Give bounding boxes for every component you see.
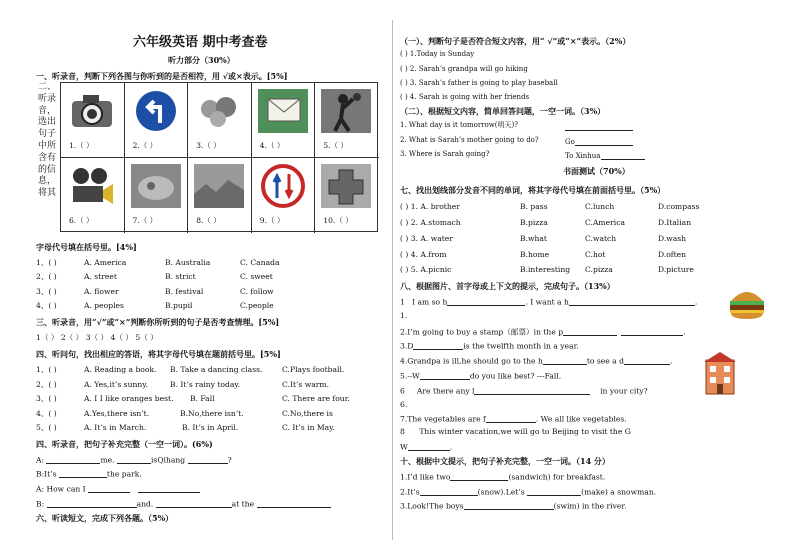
q8-item-4: 4.Grandpa is ill,he should go to the h to see a d .	[400, 356, 673, 366]
q9-item-2: 2.It’s (snow).Let’s (make) a snowman.	[400, 487, 657, 497]
picture-label-3: 3.（ ）	[196, 141, 221, 150]
picture-label-1: 1.（ ）	[69, 141, 94, 150]
envelope-icon	[258, 89, 308, 133]
q4-option-b: B.No,there isn’t.	[180, 409, 244, 418]
q2-option-c: C. Canada	[240, 258, 280, 267]
q2-option-b: B. strict	[165, 272, 196, 281]
picture-cell-5	[315, 83, 379, 158]
hospital-cross-icon	[321, 164, 371, 208]
answer-blank	[565, 122, 633, 131]
picture-label-6: 6.（ ）	[69, 216, 94, 225]
reading-q2-instruction: （二）、根据短文内容，简单回答问题，一空一词。（3%）	[400, 106, 606, 116]
q7-instruction: 七、找出划线部分发音不同的单词，将其字母代号填在前面括号里。（5%）	[400, 185, 666, 195]
q8-item-3: 3.D is the twelfth month in a year.	[400, 341, 579, 351]
q3-answer-slots: 1（ ） 2（ ） 3（ ） 4（ ） 5（ ）	[36, 333, 158, 342]
q5-line-3: A: How can I	[36, 484, 200, 493]
q5-line-2: B:It’s the park.	[36, 469, 142, 479]
q8-instruction: 八、根据图片、首字母或上下文的提示，完成句子。（13%）	[400, 281, 615, 291]
q6-instruction: 六、听读短文，完成下列各题。（5%）	[36, 513, 174, 523]
q9-item-3: 3.Look!The boys (swim) in the river.	[400, 501, 627, 511]
q2-instruction-tail: 字母代号填在括号里。[4%]	[36, 242, 137, 252]
food-icon	[131, 164, 181, 208]
q2-option-c: C. follow	[240, 287, 274, 296]
school-building-icon	[700, 350, 740, 396]
q8-item-1-cont: 1.	[400, 311, 408, 320]
q8-item-5: 5.--W do you like best? ---Fall.	[400, 371, 562, 381]
q4-option-b: B. It’s rainy today.	[170, 380, 241, 389]
q4-item-number: 2、( )	[36, 380, 57, 389]
q4-option-c: C.No,there is	[282, 409, 333, 418]
q9-instruction: 十、根据中文提示，把句子补充完整，一空一词。（14 分）	[400, 456, 610, 466]
picture-grid	[60, 82, 378, 232]
q4-option-c: C. There are four.	[282, 394, 350, 403]
q4-option-a: A. It’s in March.	[84, 423, 147, 432]
q2-item-number: 1、( )	[36, 258, 57, 267]
q8-item-6-cont: 6.	[400, 400, 408, 409]
q4-item-number: 3、( )	[36, 394, 57, 403]
hamburger-icon	[727, 285, 767, 321]
q8-item-8: 8 This winter vacation,we will go to Beijing to visit the G	[400, 427, 631, 436]
picture-cell-3	[188, 83, 252, 158]
q2-item-number: 4、( )	[36, 301, 57, 310]
q4-option-b: B. Take a dancing class.	[170, 365, 263, 374]
right-column: （一）、判断句子是否符合短文内容，用“ √”或“×”表示。（2%） ( ) 1.Today is Sunday ( ) 2. Sarah’s grandpa will go hiking ( ) 3. Sarah’s father is going to play baseball ( ) 4. Sarah is going with her friends （二）、根据短文内容，简单回答问题，一空一词。（3%） 1. What day is it tomorrow(明天)? 2. What is Sarah’s mother going to do? Go 3. Where is Sarah going? To Xinhua 书面测试（70%） 七、找出划线部分发音不同的单词，将其字母代号填在前面括号里。（5%） ( ) 1. A. brother B. pass C.lunch D.compass ( ) 2. A.stomach B.pizza C.America D.Italian ( ) 3. A. water B.what C.watch D.wash ( ) 4. A.from B.home C.hot D.often ( ) 5. A.picnic B.interesting C.pizza D.picture 八、根据图片、首字母或上下文的提示，完成句子。（13%） 1 I am so h . I want a h . 1. 2.I’m going to buy a stamp（邮票）in the p . 3.D is the twelfth month in a year. 4.Grandpa is ill,he should go to the h to see a d . 5.--W do you like best? ---Fall. 6 Are there any l in your city? 6. 7.The vegetables are f . We all like vegetables. 8 This winter vacation,we will go to Beijing to visit the G W . 十、根据中文提示，把句子补充完整，一空一词。（14 分） 1.I’d like two (sandwich) for breakfast. 2.It’s (snow).Let’s (make) a snowman. 3.Look!The boys (swim) in the river.	[400, 36, 700, 511]
reading-q1-item: ( ) 1.Today is Sunday	[400, 50, 475, 58]
left-column	[0, 0, 392, 550]
q8-item-8-cont: W .	[400, 442, 453, 452]
q4-instruction: 四、听问句，找出相应的答语，将其字母代号填在题前括号里。[5%]	[36, 349, 281, 359]
q4-option-c: C.It’s warm.	[282, 380, 330, 389]
q4-item-number: 1、( )	[36, 365, 57, 374]
picture-cell-6	[61, 158, 125, 233]
picture-cell-4	[252, 83, 316, 158]
picture-label-7: 7.（ ）	[132, 216, 158, 225]
q4-option-b: B. It’s in April.	[182, 423, 239, 432]
q4-option-b: B. Fall	[190, 394, 215, 403]
q2-option-a: A. flower	[84, 287, 119, 296]
picture-label-10: 10.（ ）	[323, 216, 353, 225]
q2-option-b: B. festival	[165, 287, 204, 296]
picture-label-4: 4.（ ）	[259, 141, 285, 150]
reading-q1-item: ( ) 4. Sarah is going with her friends	[400, 93, 530, 101]
exam-title: 六年级英语 期中考查卷	[133, 35, 268, 50]
rubble-icon	[194, 164, 244, 208]
written-section-title: 书面测试（70%）	[563, 166, 630, 176]
q4-option-c: C.Plays football.	[282, 365, 345, 374]
turn-left-sign-icon	[131, 89, 181, 133]
reading-q2-item-3: 3. Where is Sarah going?	[400, 150, 490, 158]
picture-label-2: 2.（ ）	[132, 141, 158, 150]
reading-q2-item-1: 1. What day is it tomorrow(明天)?	[400, 121, 518, 129]
q2-option-c: C. sweet	[240, 272, 273, 281]
q2-option-a: A. peoples	[84, 301, 124, 310]
q8-item-7: 7.The vegetables are f . We all like vegetables.	[400, 414, 627, 424]
picture-cell-7	[125, 158, 189, 233]
q1-instruction: 一、听录音，判断下列各图与你听到的是否相符，用 √或×表示。[5%]	[36, 71, 288, 81]
q4-item-number: 4、( )	[36, 409, 57, 418]
picture-label-8: 8.（ ）	[196, 216, 221, 225]
q2-option-a: A. street	[84, 272, 117, 281]
picture-cell-1	[61, 83, 125, 158]
picture-label-9: 9.（ ）	[259, 216, 285, 225]
q4-option-a: A. I I like oranges best.	[84, 394, 174, 403]
q5-instruction: 四、听录音，把句子补充完整（一空一词）。(6%)	[36, 439, 213, 449]
reading-q1-instruction: （一）、判断句子是否符合短文内容，用“ √”或“×”表示。（2%）	[400, 36, 631, 46]
picture-cell-10	[315, 158, 379, 233]
q4-option-a: A. Yes,it’s sunny.	[84, 380, 148, 389]
q2-option-b: B. Australia	[165, 258, 211, 267]
oranges-icon	[194, 89, 244, 133]
q3-instruction: 三、听录音，用“√”或“×”判断你所听到的句子是否考查情理。[5%]	[36, 317, 280, 327]
reading-q1-item: ( ) 2. Sarah’s grandpa will go hiking	[400, 65, 528, 73]
reading-q2-item-2: 2. What is Sarah’s mother going to do?	[400, 136, 539, 144]
picture-cell-9	[252, 158, 316, 233]
reading-q1-item: ( ) 3. Sarah’s father is going to play baseball	[400, 79, 558, 87]
no-overtaking-sign-icon	[258, 164, 308, 208]
q4-item-number: 5、( )	[36, 423, 57, 432]
camera-icon	[67, 89, 117, 133]
q2-option-b: B.pupil	[165, 301, 193, 310]
q8-item-2: 2.I’m going to buy a stamp（邮票）in the p .	[400, 327, 686, 337]
movie-camera-icon	[67, 164, 117, 208]
q2-item-number: 3、( )	[36, 287, 57, 296]
q8-item-6: 6 Are there any l in your city?	[400, 386, 648, 396]
q2-item-number: 2、( )	[36, 272, 57, 281]
q2-option-c: C.people	[240, 301, 274, 310]
q2-vertical-instruction: 二、听录音，选出句子中所含有的信息，将其	[38, 82, 57, 199]
q4-option-a: A. Reading a book.	[84, 365, 157, 374]
q2-option-a: A. America	[84, 258, 127, 267]
picture-label-5: 5.（ ）	[323, 141, 348, 150]
q4-option-a: A.Yes,there isn’t.	[84, 409, 150, 418]
listening-section-title: 听力部分（30%）	[168, 55, 235, 65]
q5-line-4: B: and. at the	[36, 499, 331, 508]
q8-item-1: 1 I am so h . I want a h .	[400, 297, 698, 307]
picture-cell-8	[188, 158, 252, 233]
q4-option-c: C. It’s in May.	[282, 423, 335, 432]
q9-item-1: 1.I’d like two (sandwich) for breakfast.	[400, 472, 606, 482]
picture-cell-2	[125, 83, 189, 158]
basketball-player-icon	[321, 89, 371, 133]
q5-line-1: A: me. isQihang ?	[36, 455, 232, 465]
